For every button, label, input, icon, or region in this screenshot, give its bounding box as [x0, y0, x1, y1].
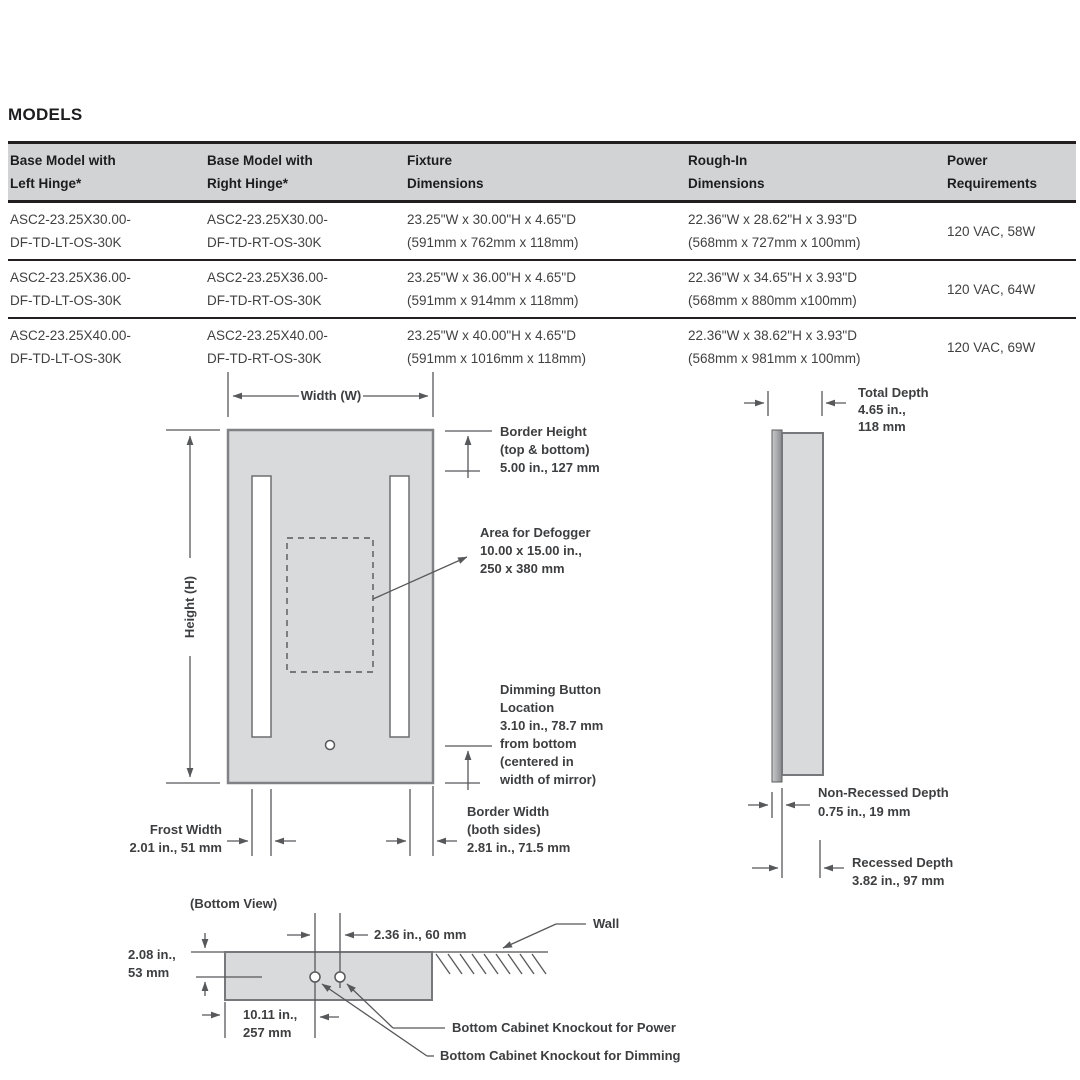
cell-right-model: ASC2-23.25X30.00- DF-TD-RT-OS-30K: [207, 212, 328, 250]
border-height-label-line: 5.00 in., 127 mm: [500, 460, 600, 475]
cabinet-body-profile: [782, 433, 823, 775]
frost-strip-left: [252, 476, 271, 737]
defogger-label-line: 10.00 x 15.00 in.,: [480, 543, 582, 558]
defogger-label-line: Area for Defogger: [480, 525, 591, 540]
knockout-dimming-hole: [310, 972, 320, 982]
non-recessed-label-line: Non-Recessed Depth: [818, 785, 949, 800]
cabinet-bottom-section: [225, 952, 432, 1000]
dimming-button: [326, 741, 335, 750]
frost-width-label-line: 2.01 in., 51 mm: [129, 840, 222, 855]
col-header-right-hinge: Base Model with Right Hinge*: [207, 153, 313, 191]
cell-fixture-dimensions: 23.25"W x 30.00"H x 4.65"D (591mm x 762mm x 118mm): [407, 212, 579, 250]
knockout-offset-label-line: 257 mm: [243, 1025, 292, 1040]
cell-power: 120 VAC, 69W: [947, 339, 1036, 355]
knockout-depth-label-line: 53 mm: [128, 965, 170, 980]
cell-right-model: ASC2-23.25X36.00- DF-TD-RT-OS-30K: [207, 270, 328, 308]
cell-left-model: ASC2-23.25X30.00- DF-TD-LT-OS-30K: [10, 212, 131, 250]
cell-fixture-dimensions: 23.25"W x 36.00"H x 4.65"D (591mm x 914mm x 118mm): [407, 270, 579, 308]
non-recessed-label-line: 0.75 in., 19 mm: [818, 804, 911, 819]
height-label: Height (H): [182, 575, 197, 639]
dimming-label-line: width of mirror): [500, 772, 597, 787]
total-depth-label-line: 4.65 in.,: [858, 402, 906, 417]
dimming-button-dimension: [445, 682, 603, 790]
frost-width-label-line: Frost Width: [149, 822, 222, 837]
bottom-view-label: (Bottom View): [190, 896, 278, 911]
total-depth-label-line: 118 mm: [858, 419, 906, 434]
border-width-label-line: Border Width: [467, 804, 550, 819]
total-depth-label-line: Total Depth: [858, 385, 929, 400]
col-header-power-requirements: Power Requirements: [947, 153, 1038, 191]
col-header-left-hinge: Base Model with Left Hinge*: [10, 153, 116, 191]
wall-hatching: [432, 952, 548, 974]
knockout-offset-label-line: 10.11 in.,: [243, 1007, 298, 1022]
cell-left-model: ASC2-23.25X36.00- DF-TD-LT-OS-30K: [10, 270, 131, 308]
bottom-view: [128, 896, 681, 1063]
border-width-dimension: [386, 786, 570, 856]
recessed-label-line: Recessed Depth: [852, 855, 954, 870]
knockout-power-hole: [335, 972, 345, 982]
non-recessed-depth-dimension: [748, 785, 949, 819]
border-width-label-line: 2.81 in., 71.5 mm: [467, 840, 571, 855]
cell-rough-in-dimensions: 22.36"W x 28.62"H x 3.93"D (568mm x 727mm x 100mm): [688, 212, 861, 250]
cell-power: 120 VAC, 58W: [947, 223, 1036, 239]
cell-right-model: ASC2-23.25X40.00- DF-TD-RT-OS-30K: [207, 328, 328, 366]
knockout-offset-dimension: [202, 1002, 339, 1040]
cell-rough-in-dimensions: 22.36"W x 38.62"H x 3.93"D (568mm x 981mm x 100mm): [688, 328, 861, 366]
cell-rough-in-dimensions: 22.36"W x 34.65"H x 3.93"D (568mm x 880mm x100mm): [688, 270, 857, 308]
mirror-door-profile: [772, 430, 782, 782]
height-dimension: [166, 430, 220, 783]
knockout-spacing-dimension: [287, 927, 467, 942]
front-view: [130, 372, 604, 856]
dimming-label-line: Dimming Button: [500, 682, 602, 697]
dimming-label-line: from bottom: [500, 736, 577, 751]
border-width-label-line: (both sides): [467, 822, 541, 837]
knockout-spacing-label: 2.36 in., 60 mm: [374, 927, 467, 942]
knockout-dimming-label: Bottom Cabinet Knockout for Dimming: [440, 1048, 681, 1063]
width-label: Width (W): [300, 388, 362, 403]
col-header-rough-in-dimensions: Rough-In Dimensions: [688, 153, 765, 191]
defogger-label-line: 250 x 380 mm: [480, 561, 565, 576]
total-depth-dimension: [744, 385, 929, 434]
models-section-title: MODELS: [8, 105, 83, 124]
frost-width-dimension: [130, 789, 297, 856]
cell-left-model: ASC2-23.25X40.00- DF-TD-LT-OS-30K: [10, 328, 131, 366]
cell-power: 120 VAC, 64W: [947, 281, 1036, 297]
frost-strip-right: [390, 476, 409, 737]
knockout-power-label: Bottom Cabinet Knockout for Power: [452, 1020, 676, 1035]
recessed-label-line: 3.82 in., 97 mm: [852, 873, 945, 888]
dimming-label-line: (centered in: [500, 754, 574, 769]
cell-fixture-dimensions: 23.25"W x 40.00"H x 4.65"D (591mm x 1016mm x 118mm): [407, 328, 587, 366]
width-dimension: [228, 372, 433, 417]
dimming-label-line: Location: [500, 700, 555, 715]
border-height-label-line: (top & bottom): [500, 442, 590, 457]
knockout-depth-label-line: 2.08 in.,: [128, 947, 176, 962]
border-height-label-line: Border Height: [500, 424, 587, 439]
border-height-dimension: [445, 424, 600, 478]
side-view: [744, 385, 953, 888]
wall-callout: [503, 916, 619, 948]
dimming-label-line: 3.10 in., 78.7 mm: [500, 718, 604, 733]
wall-label: Wall: [593, 916, 620, 931]
col-header-fixture-dimensions: Fixture Dimensions: [407, 153, 484, 191]
